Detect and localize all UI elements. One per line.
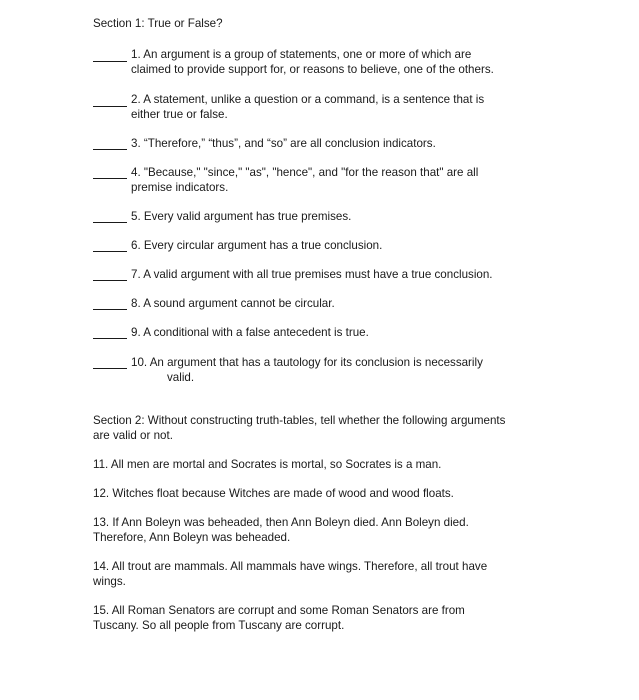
- question-3-line1: 3. “Therefore,” “thus”, and “so” are all conclusion indicators.: [131, 137, 436, 150]
- question-4-line1: 4. "Because," "since," "as", "hence", and "for the reason that" are all: [131, 166, 479, 179]
- question-5: [131, 209, 351, 224]
- question-10-line2: valid.: [167, 371, 195, 384]
- question-1: [131, 47, 494, 77]
- argument-11: [93, 457, 441, 472]
- question-2-line1: 2. A statement, unlike a question or a command, is a sentence that is: [131, 93, 485, 106]
- question-4: [131, 165, 478, 195]
- answer-blank-1[interactable]: [93, 61, 127, 62]
- argument-15: [93, 603, 465, 633]
- argument-12-line1: 12. Witches float because Witches are made of wood and wood floats.: [93, 487, 454, 500]
- argument-11-line1: 11. All men are mortal and Socrates is mortal, so Socrates is a man.: [93, 458, 442, 471]
- question-6-line1: 6. Every circular argument has a true conclusion.: [131, 239, 383, 252]
- argument-12: [93, 486, 454, 501]
- question-8-line1: 8. A sound argument cannot be circular.: [131, 297, 335, 310]
- question-10-line1: 10. An argument that has a tautology for its conclusion is necessarily: [131, 356, 483, 369]
- argument-14-line2: wings.: [93, 575, 126, 588]
- argument-13-line2: Therefore, Ann Boleyn was beheaded.: [93, 531, 291, 544]
- argument-15-line2: Tuscany. So all people from Tuscany are corrupt.: [93, 619, 345, 632]
- question-2-line2: either true or false.: [131, 108, 228, 121]
- section2-intro-line2: are valid or not.: [93, 429, 173, 442]
- section1-title: Section 1: True or False?: [93, 17, 223, 30]
- answer-blank-6[interactable]: [93, 251, 127, 252]
- question-3: [131, 136, 436, 151]
- question-7-line1: 7. A valid argument with all true premises must have a true conclusion.: [131, 268, 493, 281]
- question-6: [131, 238, 382, 253]
- question-10: [131, 355, 483, 385]
- question-9-line1: 9. A conditional with a false antecedent is true.: [131, 326, 369, 339]
- question-1-line1: 1. An argument is a group of statements, one or more of which are: [131, 48, 472, 61]
- question-2: [131, 92, 484, 122]
- question-8: [131, 296, 335, 311]
- argument-13-line1: 13. If Ann Boleyn was beheaded, then Ann Boleyn died. Ann Boleyn died.: [93, 516, 469, 529]
- answer-blank-7[interactable]: [93, 280, 127, 281]
- answer-blank-2[interactable]: [93, 106, 127, 107]
- answer-blank-4[interactable]: [93, 178, 127, 179]
- answer-blank-8[interactable]: [93, 309, 127, 310]
- argument-13: [93, 515, 469, 545]
- section2-intro-line1: Section 2: Without constructing truth-tables, tell whether the following arguments: [93, 414, 506, 427]
- question-4-line2: premise indicators.: [131, 181, 229, 194]
- answer-blank-5[interactable]: [93, 222, 127, 223]
- answer-blank-10[interactable]: [93, 368, 127, 369]
- question-1-line2: claimed to provide support for, or reasons to believe, one of the others.: [131, 63, 494, 76]
- section2-intro: [93, 413, 505, 443]
- question-7: [131, 267, 493, 282]
- question-5-line1: 5. Every valid argument has true premises.: [131, 210, 352, 223]
- argument-14-line1: 14. All trout are mammals. All mammals have wings. Therefore, all trout have: [93, 560, 488, 573]
- answer-blank-3[interactable]: [93, 149, 127, 150]
- argument-15-line1: 15. All Roman Senators are corrupt and some Roman Senators are from: [93, 604, 465, 617]
- argument-14: [93, 559, 487, 589]
- question-9: [131, 325, 369, 340]
- answer-blank-9[interactable]: [93, 338, 127, 339]
